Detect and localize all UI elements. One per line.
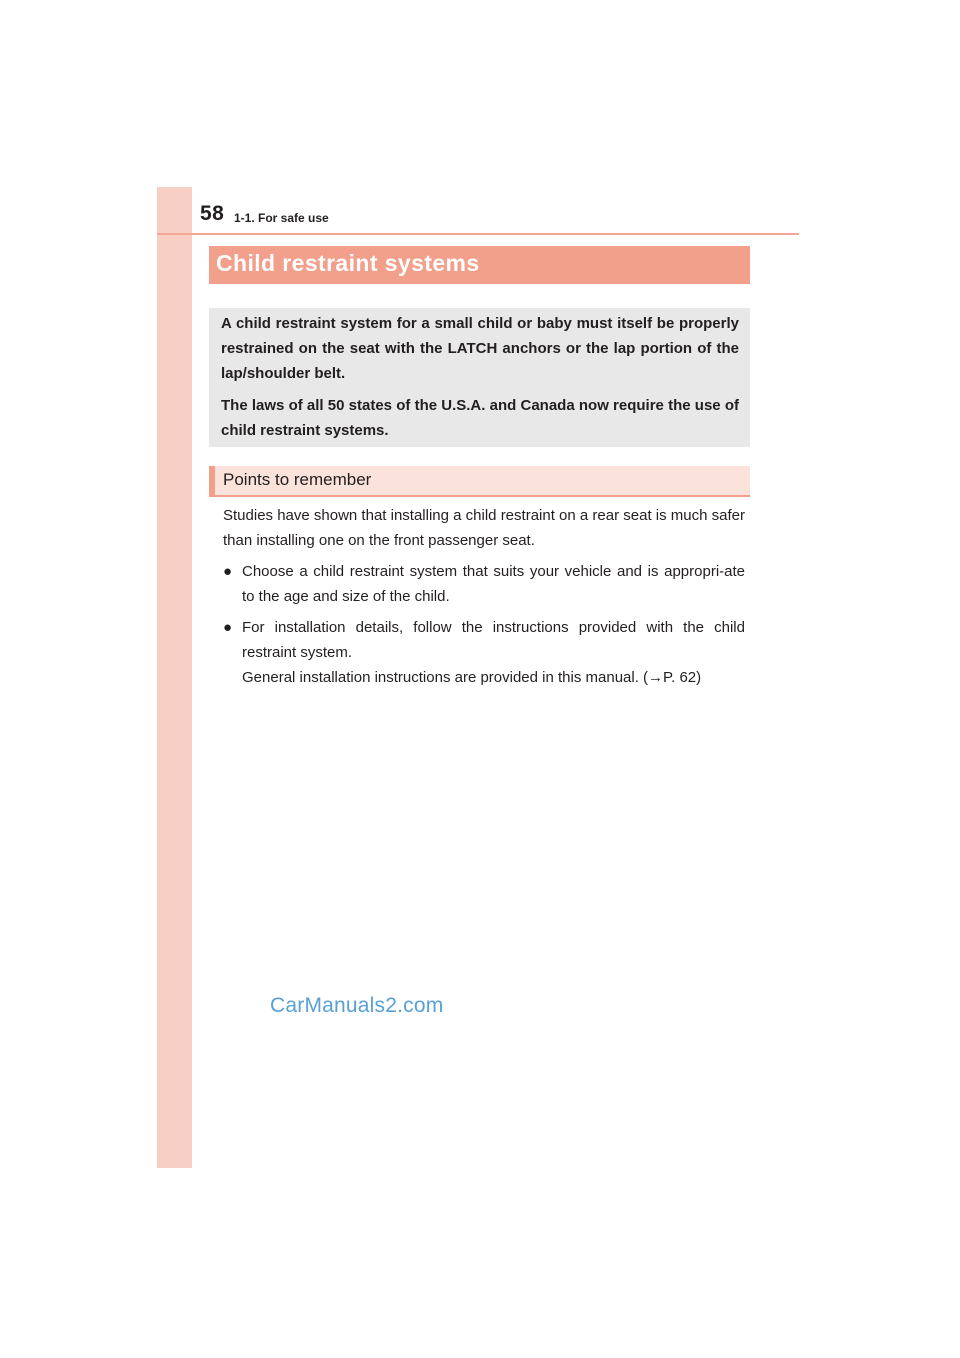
intro-box	[209, 308, 750, 447]
list-item	[223, 559, 745, 609]
list-item	[223, 615, 745, 690]
page-number: 58	[200, 202, 225, 225]
side-margin-bar	[157, 187, 192, 1168]
intro-paragraph-2: The laws of all 50 states of the U.S.A. and Canada now require the use of child restraint systems.	[221, 397, 739, 439]
points-body	[223, 503, 745, 690]
intro-paragraph-1: A child restraint system for a small child or baby must itself be properly restrained on the seat with the LATCH anchors or the lap portion of the lap/shoulder belt.	[221, 315, 739, 382]
bullet-icon: ●	[223, 563, 233, 580]
bullet-text: For installation details, follow the instructions provided with the child restraint system.	[242, 619, 745, 661]
points-heading-accent	[209, 466, 215, 497]
bullet-icon: ●	[223, 619, 233, 636]
header-rule	[157, 233, 799, 235]
bullet-reference-link[interactable]: General installation instructions are provided in this manual. (→P. 62)	[242, 669, 702, 686]
running-head: 1-1. For safe use	[234, 211, 329, 225]
points-lead-paragraph: Studies have shown that installing a child restraint on a rear seat is much safer than installing one on the front passenger seat.	[223, 507, 745, 549]
bullet-text: Choose a child restraint system that suits your vehicle and is appropri-ate to the age and size of the child.	[242, 563, 745, 605]
watermark: CarManuals2.com	[270, 994, 444, 1017]
points-heading: Points to remember	[223, 470, 372, 489]
page-title: Child restraint systems	[216, 250, 480, 276]
points-heading-bar	[209, 466, 750, 497]
title-bar	[209, 246, 750, 284]
